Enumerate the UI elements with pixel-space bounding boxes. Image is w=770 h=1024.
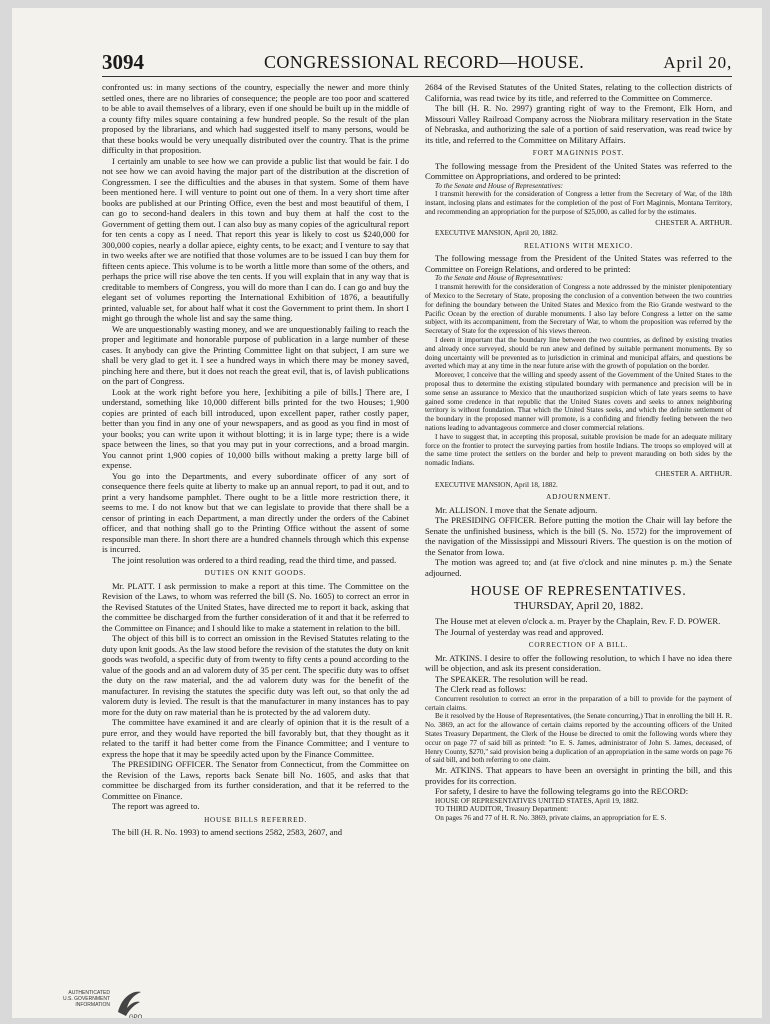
- paragraph: We are unquestionably wasting money, and we are unquestionably failing to reach the proper and legitimate and honorable purpose of publication in a large number of these cases. It anybody can give the Printing Committee light on that subject, I am sure we shall be very glad to get it. I see a hundred ways in which there may be money saved, pinching here and there, but it does not reach the great evil, that is, of lavish publications on the part of Congress.: [102, 323, 409, 386]
- section-heading: CORRECTION OF A BILL.: [528, 641, 629, 650]
- paragraph: The SPEAKER. The resolution will be read.: [435, 673, 588, 684]
- section-heading: DUTIES ON KNIT GOODS.: [204, 569, 307, 577]
- paragraph: Mr. ALLISON. I move that the Senate adjourn.: [435, 504, 598, 515]
- paragraph: The Clerk read as follows:: [435, 684, 527, 695]
- section-heading: FORT MAGINNIS POST.: [532, 149, 625, 157]
- authentication-text: [48, 990, 110, 1008]
- signature: CHESTER A. ARTHUR.: [655, 217, 732, 227]
- paragraph: The bill (H. R. No. 1993) to amend sections 2582, 2583, 2607, and: [112, 827, 343, 837]
- section-heading: RELATIONS WITH MEXICO.: [523, 241, 634, 250]
- paragraph: The committee have examined it and are clearly of opinion that it is the result of a pure error, and they would have reported the bill favorably but, that they thought as it related to the tariff it had better come from the Finance Committee; and I venture to express the hope that it may be speedily acted upon by the Finance Committee.: [102, 717, 409, 759]
- paragraph: The motion was agreed to; and (at five o'clock and nine minutes p. m.) the Senate adjourned.: [425, 557, 732, 578]
- section-heading: HOUSE BILLS REFERRED.: [204, 815, 307, 824]
- paragraph: For safety, I desire to have the following telegrams go into the RECORD:: [435, 786, 689, 797]
- paragraph: You go into the Departments, and every subordinate officer of any sort of consequence there feels quite at liberty to make up an annual report, to pad it out, and to print a very handsome pamphlet. There ought to be a little more restriction there, it seems to me. I do not know but that we can legislate to provide that there shall be a censor of printing in each Department, a man directly under the orders of the Cabinet officer, and that nothing shall go to the Printing Office without the assent of some responsible man there. In short there are a hundred channels through which this expense is incurred.: [102, 470, 409, 554]
- paragraph: 2684 of the Revised Statutes of the United States, relating to the collection districts of California, was read twice by its title, and referred to the Committee on Commerce.: [425, 82, 732, 103]
- eagle-icon: [114, 986, 144, 1018]
- paragraph: On pages 76 and 77 of H. R. No. 3869, private claims, an appropriation for E. S.: [435, 814, 667, 823]
- paragraph: Look at the work right before you here, [exhibiting a pile of bills.] There are, I understand, something like 10,000 different bills printed for the two Houses; 1,900 copies are printed of each bill introduced, upon excellent paper, rather costly paper, better than you find in any one of your newspapers, and as good as you find in most of your books; you can write upon it without blotting; it is in large type; there is a wide space between the lines, so that you may put in your corrections, and a broad margin. You cannot print 1,900 copies of 10,000 bills without making a pretty large bill of expense.: [102, 386, 409, 470]
- document-page: [12, 8, 762, 1018]
- paragraph: The object of this bill is to correct an omission in the Revised Statutes relating to the duty upon knit goods. As the law stood before the revision of the statutes the duty on knit goods was twofold, a specific duty of from twenty to fifty cents a pound according to the value of the goods and an ad valorem duty of 35 per cent. The specific duty was to offset the duty on the raw material, and the ad valorem duty was for the benefit of the manufacturer. In revising the statutes the specific duty was left out, so that only the ad valorem duty is levied. The result is that the manufacturer in many instances has to pay more for the duty on raw material than he is protected by the ad valorem duty.: [102, 633, 409, 717]
- paragraph: To the Senate and House of Representatives:: [435, 274, 564, 283]
- paragraph: I transmit herewith for the consideration of Congress a letter from the Secretary of War, of the 18th instant, inclosing plans and estimates for the completion of the post of Fort Maginnis, Montana Territory, and recommending an appropriation for the purpose of $25,000, as called for by the estimates.: [425, 190, 732, 216]
- paragraph: Mr. ATKINS. I desire to offer the following resolution, to which I have no idea there will be objection, and ask its present consideration.: [425, 652, 732, 674]
- paragraph: The following message from the President of the United States was referred to the Committee on Appropriations, and ordered to be printed:: [425, 160, 732, 181]
- left-column: [102, 82, 409, 962]
- paragraph: The House met at eleven o'clock a. m. Prayer by the Chaplain, Rev. F. D. POWER.: [435, 616, 721, 627]
- paragraph: EXECUTIVE MANSION, April 18, 1882.: [435, 480, 558, 489]
- paragraph: The joint resolution was ordered to a third reading, read the third time, and passed.: [112, 554, 397, 565]
- page-header: [102, 48, 732, 74]
- right-column: [425, 82, 732, 962]
- paragraph: The bill (H. R. No. 2997) granting right of way to the Fremont, Elk Horn, and Missouri Valley Railroad Company across the Niobrara military reservation in the State of Nebraska, and authorizing the sale of a portion of said reservation, was read twice by its title, and referred to the Committee on Military Affairs.: [425, 103, 732, 145]
- house-heading: HOUSE OF REPRESENTATIVES.: [470, 584, 687, 600]
- paragraph: I deem it important that the boundary line between the two countries, as defined by existing treaties and already once surveyed, should be run anew and defined by suitable permanent monuments. By so doing uncertainty will be prevented as to jurisdiction in criminal and municipal affairs, and questions be averted which may at any time in the near future arise with the growth of population on the border.: [425, 336, 732, 371]
- gpo-mark: GPO: [129, 1015, 143, 1020]
- paragraph: The Journal of yesterday was read and approved.: [435, 626, 604, 637]
- paragraph: Mr. ATKINS. That appears to have been an oversight in printing the bill, and this provides for its correction.: [425, 765, 732, 786]
- page-number: 3094: [102, 50, 144, 74]
- paragraph: Moreover, I conceive that the willing and speedy assent of the Government of the United States to the proposal thus to determine the existing stipulated boundary with permanence and precision will be in some sense an assurance to Mexico that the unauthorized suspicion which of late years seems to have gained some credence in that republic that the United States covets and seeks to annex neighboring territory is without foundation. That which the United States seeks, and which the definite settlement of the boundary in the proposed manner will promote, is a confiding and friendly feeling between the two nations leading to advantageous commerce and closer commercial relations.: [425, 371, 732, 433]
- paragraph: confronted us: in many sections of the country, especially the newer and more thinly settled ones, there are no libraries of consequence; the people are too poor and scattered to be able to avail themselves of a library, even if one should be built up in the middle of a county fifty miles square containing a few hundred people. So the result of the plan proposed by the librarians, and which had suggested itself to many persons, would be that these books would be very unequally distributed over the country. That is the prime difficulty in that proposition.: [102, 82, 409, 155]
- paragraph: I have to suggest that, in accepting this proposal, suitable provision be made for an adequate military force on the frontier to protect the surveying parties from hostile Indians. The troops so employed will at the same time protect the settlers on the border and help to prevent marauding on both sides by the nomadic Indians.: [425, 432, 732, 468]
- paragraph: Mr. PLATT. I ask permission to make a report at this time. The Committee on the Revision of the Laws, to whom was referred the bill (S. No. 1605) to correct an error in the Revised Statutes of the United States, have directed me to report it back, asking that the committee be discharged from the further consideration of it and that it be referred to the Committee on Finance; and I should like to make a statement in relation to the bill.: [102, 580, 409, 633]
- paragraph: The report was agreed to.: [112, 801, 200, 811]
- session-date: THURSDAY, April 20, 1882.: [513, 599, 644, 612]
- publication-title: CONGRESSIONAL RECORD—HOUSE.: [264, 52, 585, 72]
- logo-line-2: U.S. GOVERNMENT: [63, 996, 110, 1002]
- gpo-authentication-logo: [48, 990, 148, 1018]
- paragraph: The PRESIDING OFFICER. Before putting the motion the Chair will lay before the Senate the unfinished business, which is the bill (S. No. 1572) for the improvement of the navigation of the Mississippi and Missouri Rivers. The question is on the motion of the Senator from Iowa.: [425, 515, 732, 557]
- paragraph: TO THIRD AUDITOR, Treasury Department:: [435, 805, 569, 814]
- paragraph: The following message from the President of the United States was referred to the Committee on Foreign Relations, and ordered to be printed:: [425, 253, 732, 274]
- paragraph: HOUSE OF REPRESENTATIVES UNITED STATES, April 19, 1882.: [435, 796, 639, 805]
- paragraph: I certainly am unable to see how we can provide a public list that would be fair. I do not see how we can avoid having the major part of the distribution at the discretion of Congressmen. I see the difficulties and the abuses in that system. Some of them have been mentioned here. I will venture to point out one of them. In a very short time after books are published at our Printing Office, even the best and most beautiful of them, I can go to second-hand dealers in this town and buy them at half the cost to the Government of getting them out. I can also buy as many copies of the agricultural report for ten cents a copy as I need. That report this year is likely to cost us $240,000 for 300,000 copies, nearly a dollar apiece, eighty cents, to be exact; and I venture to say that in two weeks after we are notified that those volumes are to be issued I can buy them for fifteen cents apiece. This volume is to be worth a little more than some of the others, and perhaps the price will rise above the ten cents. If you will explain that in any way that is creditable to members of Congress, you will do more than I can do. I can go and buy the elegant set of volumes reporting the International Exhibition of 1876, a beautifully printed, valuable set, for about half what it cost the Government to print them. In short I might go through the whole list and say the same thing.: [102, 155, 409, 323]
- logo-line-1: AUTHENTICATED: [68, 990, 110, 996]
- header-rule: [102, 76, 732, 77]
- logo-line-3: INFORMATION: [75, 1002, 110, 1008]
- paragraph: To the Senate and House of Representatives:: [435, 181, 564, 190]
- paragraph: I transmit herewith for the consideration of Congress a note addressed by the minister plenipotentiary of Mexico to the Secretary of State, proposing the conclusion of a convention between the two countries for defining the boundary between the United States and Mexico from the Rio Grande westward to the Pacific Ocean by the erection of durable monuments. I also lay before Congress a letter on the same subject, with its accompaniment, from the Secretary of War, to whom the proposition was referred by the Secretary of State for the expression of his views thereon.: [425, 283, 732, 336]
- section-heading: ADJOURNMENT.: [546, 493, 611, 502]
- paragraph: Be it resolved by the House of Representatives, (the Senate concurring,) That in enrolling the bill H. R. No. 3869, an act for the allowance of certain claims reported by the accounting officers of the United States Treasury Department, the Clerk of the House be directed to omit the following words where they occur on page 77 of said bill as printed: "to E. S. James, administrator of John S. James, deceased, of Henry County, $270," said provision being a duplication of an appropriation in the same words on page 76 of said bill, and both referring to one claim.: [425, 712, 732, 765]
- paragraph: The PRESIDING OFFICER. The Senator from Connecticut, from the Committee on the Revision of the Laws, reports back Senate bill No. 1605, and asks that that committee be discharged from its further consideration, and that it be referred to the Committee on Finance.: [102, 759, 409, 801]
- paragraph: EXECUTIVE MANSION, April 20, 1882.: [435, 229, 558, 238]
- header-date: April 20,: [663, 53, 732, 72]
- signature: CHESTER A. ARTHUR.: [655, 469, 732, 479]
- paragraph: Concurrent resolution to correct an error in the preparation of a bill to provide for the payment of certain claims.: [425, 694, 732, 712]
